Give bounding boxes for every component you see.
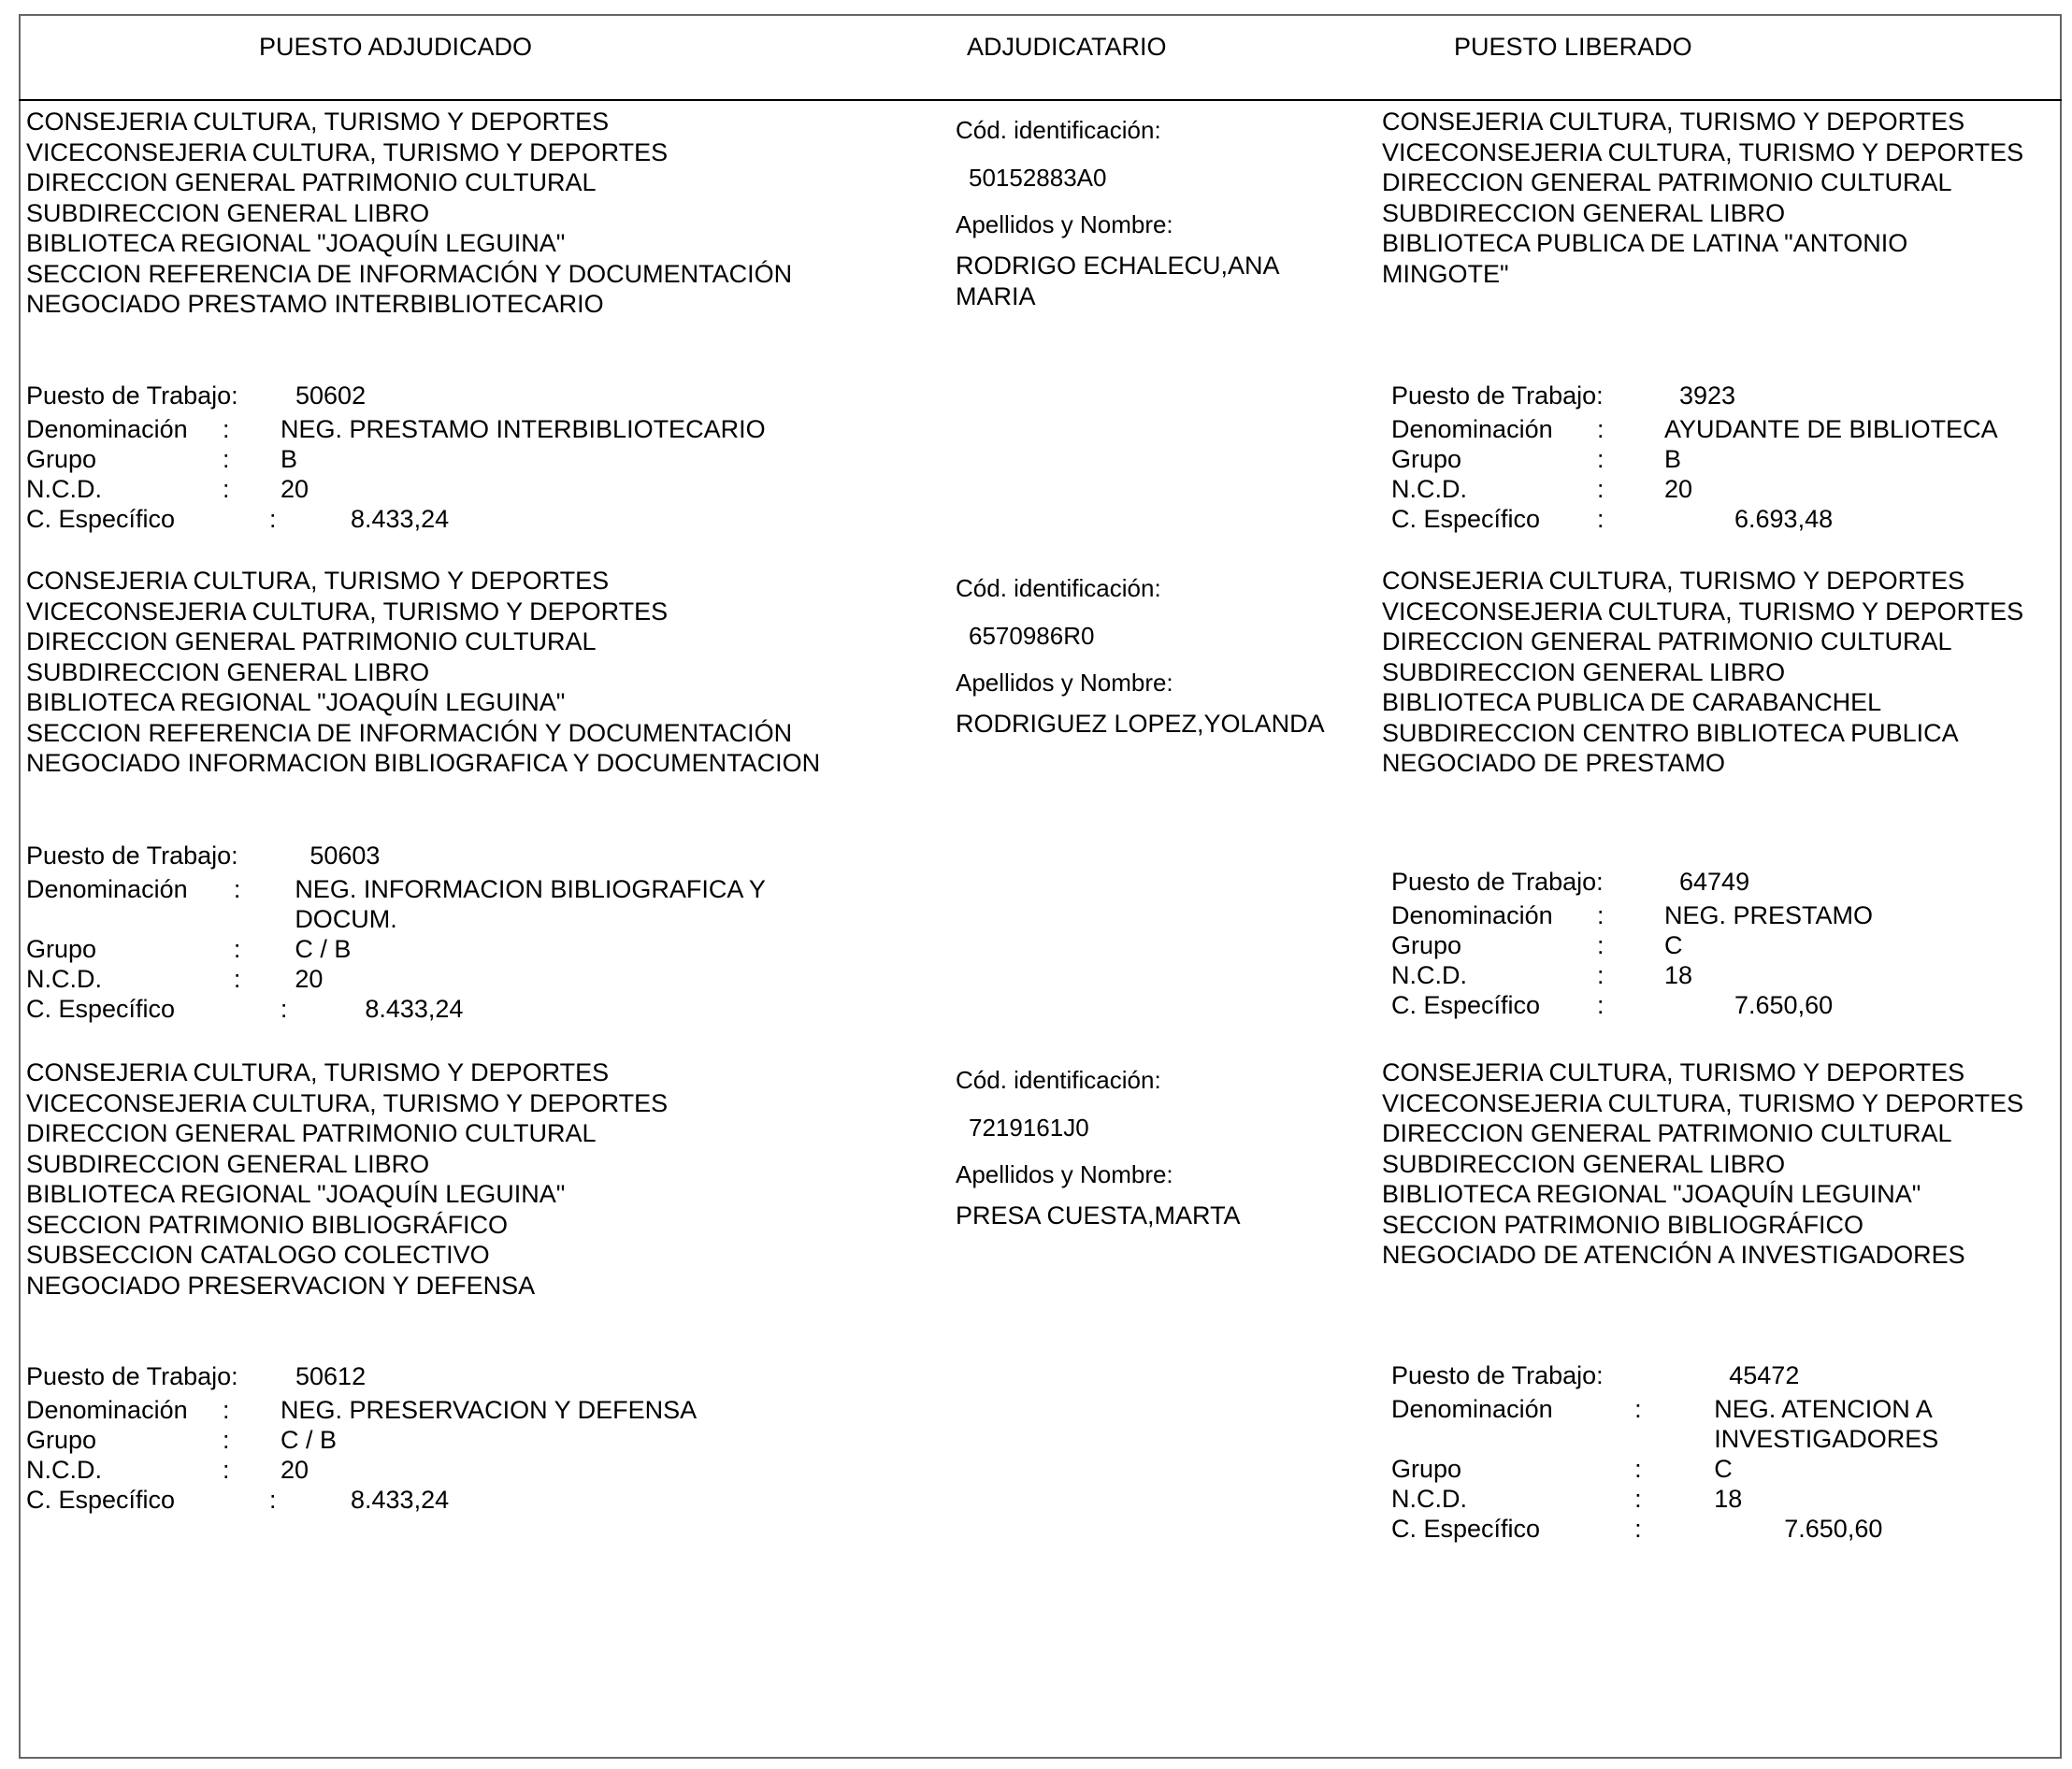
separator: :: [233, 935, 241, 963]
grupo-value: C / B: [281, 1426, 338, 1454]
especifico-label: C. Específico: [1391, 991, 1541, 1019]
org-line: VICECONSEJERIA CULTURA, TURISMO Y DEPORTES: [26, 137, 669, 166]
grupo-label: Grupo: [1391, 931, 1462, 959]
denominacion-value: NEG. PRESTAMO INTERBIBLIOTECARIO: [281, 415, 766, 443]
nombre-label: Apellidos y Nombre:: [956, 1160, 1173, 1188]
ncd-value: 20: [281, 1456, 309, 1484]
nombre-value: PRESA CUESTA,MARTA: [956, 1201, 1241, 1230]
grupo-value: C / B: [295, 935, 352, 963]
nombre-value: RODRIGUEZ LOPEZ,YOLANDA: [956, 710, 1325, 738]
separator: :: [1597, 901, 1604, 929]
cod-label: Cód. identificación:: [956, 1066, 1161, 1094]
nombre-label: Apellidos y Nombre:: [956, 669, 1173, 697]
separator: :: [1634, 1515, 1642, 1543]
ncd-label: N.C.D.: [1391, 1485, 1467, 1513]
puesto-value: 3923: [1679, 381, 1736, 410]
ncd-value: 20: [295, 965, 324, 993]
especifico-value: 7.650,60: [1734, 991, 1834, 1019]
cod-value: 50152883A0: [969, 164, 1107, 192]
especifico-label: C. Específico: [1391, 1515, 1541, 1543]
puesto-value: 50602: [295, 381, 367, 410]
org-line: VICECONSEJERIA CULTURA, TURISMO Y DEPORTES: [1382, 597, 2024, 626]
separator: :: [1597, 991, 1604, 1019]
separator: :: [269, 1486, 277, 1514]
grupo-value: C: [1714, 1455, 1733, 1483]
org-line: CONSEJERIA CULTURA, TURISMO Y DEPORTES: [26, 1058, 610, 1086]
denominacion-label: Denominación: [26, 875, 188, 903]
org-line: BIBLIOTECA PUBLICA DE LATINA "ANTONIO MINGOTE": [1382, 229, 1908, 288]
org-line: SUBDIRECCION CENTRO BIBLIOTECA PUBLICA: [1382, 718, 1959, 747]
header-adjudicatario: ADJUDICATARIO: [967, 33, 1167, 61]
separator: :: [1634, 1485, 1642, 1513]
ncd-label: N.C.D.: [26, 475, 102, 503]
grupo-value: B: [1664, 445, 1682, 473]
ncd-label: N.C.D.: [26, 1456, 102, 1484]
separator: :: [1634, 1455, 1642, 1483]
adjudicatario-2: [956, 573, 1358, 739]
adjudicado-org-2: [26, 566, 942, 779]
liberado-detail-3: [1391, 1360, 2046, 1544]
separator: :: [1597, 505, 1604, 533]
especifico-label: C. Específico: [26, 995, 176, 1023]
header-divider: [19, 99, 2062, 101]
especifico-label: C. Específico: [26, 1486, 176, 1514]
denominacion-label: Denominación: [1391, 1395, 1553, 1423]
org-line: CONSEJERIA CULTURA, TURISMO Y DEPORTES: [26, 567, 610, 595]
org-line: SUBDIRECCION GENERAL LIBRO: [1382, 657, 1786, 686]
liberado-detail-2: [1391, 867, 2046, 1020]
org-line: SUBSECCION CATALOGO COLECTIVO: [26, 1241, 490, 1269]
denominacion-value: NEG. INFORMACION BIBLIOGRAFICA Y DOCUM.: [295, 875, 766, 933]
org-line: BIBLIOTECA REGIONAL "JOAQUÍN LEGUINA": [26, 688, 566, 716]
separator: :: [1634, 1395, 1642, 1423]
grupo-label: Grupo: [26, 445, 97, 473]
separator: :: [1597, 931, 1604, 959]
especifico-value: 8.433,24: [351, 1486, 450, 1514]
denominacion-value: AYUDANTE DE BIBLIOTECA: [1664, 415, 1998, 443]
especifico-value: 8.433,24: [365, 995, 464, 1023]
puesto-value: 50612: [295, 1362, 367, 1390]
separator: :: [223, 1456, 230, 1484]
adjudicado-org-1: [26, 107, 942, 320]
puesto-label: Puesto de Trabajo:: [1391, 868, 1604, 896]
org-line: VICECONSEJERIA CULTURA, TURISMO Y DEPORTES: [1382, 1088, 2024, 1117]
org-line: DIRECCION GENERAL PATRIMONIO CULTURAL: [1382, 627, 1952, 655]
org-line: SECCION REFERENCIA DE INFORMACIÓN Y DOCUMENTACIÓN: [26, 718, 793, 747]
org-line: NEGOCIADO DE ATENCIÓN A INVESTIGADORES: [1382, 1241, 1965, 1269]
denominacion-value: NEG. PRESERVACION Y DEFENSA: [281, 1396, 698, 1424]
separator: :: [1597, 475, 1604, 503]
puesto-label: Puesto de Trabajo:: [1391, 381, 1604, 410]
org-line: DIRECCION GENERAL PATRIMONIO CULTURAL: [26, 168, 597, 196]
ncd-value: 20: [1664, 475, 1693, 503]
cod-value: 6570986R0: [969, 622, 1095, 650]
org-line: SECCION PATRIMONIO BIBLIOGRÁFICO: [26, 1210, 509, 1239]
org-line: SECCION REFERENCIA DE INFORMACIÓN Y DOCUMENTACIÓN: [26, 259, 793, 288]
denominacion-label: Denominación: [26, 1396, 188, 1424]
org-line: SECCION PATRIMONIO BIBLIOGRÁFICO: [1382, 1210, 1864, 1239]
denominacion-value: NEG. PRESTAMO: [1664, 901, 1874, 929]
org-line: DIRECCION GENERAL PATRIMONIO CULTURAL: [26, 1119, 597, 1147]
separator: :: [223, 415, 230, 443]
nombre-label: Apellidos y Nombre:: [956, 210, 1173, 238]
org-line: VICECONSEJERIA CULTURA, TURISMO Y DEPORTES: [1382, 137, 2024, 166]
ncd-label: N.C.D.: [26, 965, 102, 993]
org-line: CONSEJERIA CULTURA, TURISMO Y DEPORTES: [26, 108, 610, 136]
grupo-label: Grupo: [26, 1426, 97, 1454]
grupo-value: B: [281, 445, 298, 473]
liberado-detail-1: [1391, 381, 2046, 534]
adjudicado-detail-3: [26, 1361, 868, 1515]
adjudicado-detail-2: [26, 841, 868, 1024]
puesto-label: Puesto de Trabajo:: [26, 1362, 238, 1390]
org-line: BIBLIOTECA REGIONAL "JOAQUÍN LEGUINA": [26, 1180, 566, 1208]
org-line: DIRECCION GENERAL PATRIMONIO CULTURAL: [26, 627, 597, 655]
org-line: DIRECCION GENERAL PATRIMONIO CULTURAL: [1382, 1119, 1952, 1147]
adjudicado-detail-1: [26, 381, 868, 534]
org-line: CONSEJERIA CULTURA, TURISMO Y DEPORTES: [1382, 108, 1965, 136]
org-line: BIBLIOTECA PUBLICA DE CARABANCHEL: [1382, 688, 1882, 716]
separator: :: [233, 875, 241, 903]
separator: :: [1597, 445, 1604, 473]
separator: :: [1597, 961, 1604, 989]
ncd-label: N.C.D.: [1391, 475, 1467, 503]
grupo-label: Grupo: [26, 935, 97, 963]
ncd-value: 18: [1714, 1485, 1743, 1513]
org-line: SUBDIRECCION GENERAL LIBRO: [26, 1149, 430, 1178]
org-line: BIBLIOTECA REGIONAL "JOAQUÍN LEGUINA": [26, 229, 566, 257]
header-puesto-adjudicado: PUESTO ADJUDICADO: [259, 33, 533, 61]
org-line: VICECONSEJERIA CULTURA, TURISMO Y DEPORTES: [26, 597, 669, 626]
denominacion-label: Denominación: [26, 415, 188, 443]
puesto-label: Puesto de Trabajo:: [26, 381, 238, 410]
header-puesto-liberado: PUESTO LIBERADO: [1454, 33, 1692, 61]
org-line: SUBDIRECCION GENERAL LIBRO: [26, 657, 430, 686]
adjudicatario-3: [956, 1065, 1358, 1230]
especifico-value: 6.693,48: [1734, 505, 1834, 533]
ncd-label: N.C.D.: [1391, 961, 1467, 989]
org-line: CONSEJERIA CULTURA, TURISMO Y DEPORTES: [1382, 1058, 1965, 1086]
separator: :: [223, 1396, 230, 1424]
separator: :: [223, 445, 230, 473]
separator: :: [1597, 415, 1604, 443]
grupo-label: Grupo: [1391, 1455, 1462, 1483]
denominacion-label: Denominación: [1391, 415, 1553, 443]
puesto-value: 50603: [309, 841, 381, 870]
especifico-value: 8.433,24: [351, 505, 450, 533]
org-line: BIBLIOTECA REGIONAL "JOAQUÍN LEGUINA": [1382, 1180, 1921, 1208]
liberado-org-3: [1382, 1057, 2036, 1271]
org-line: SUBDIRECCION GENERAL LIBRO: [26, 198, 430, 227]
denominacion-label: Denominación: [1391, 901, 1553, 929]
puesto-value: 64749: [1679, 868, 1750, 896]
especifico-label: C. Específico: [26, 505, 176, 533]
puesto-label: Puesto de Trabajo:: [1391, 1361, 1604, 1389]
separator: :: [280, 995, 288, 1023]
nombre-value: RODRIGO ECHALECU,ANA MARIA: [956, 252, 1279, 310]
org-line: CONSEJERIA CULTURA, TURISMO Y DEPORTES: [1382, 567, 1965, 595]
org-line: NEGOCIADO PRESTAMO INTERBIBLIOTECARIO: [26, 290, 604, 318]
cod-value: 7219161J0: [969, 1114, 1089, 1142]
especifico-value: 7.650,60: [1784, 1515, 1883, 1543]
denominacion-value: NEG. ATENCION A INVESTIGADORES: [1714, 1395, 1939, 1453]
separator: :: [233, 965, 241, 993]
cod-label: Cód. identificación:: [956, 574, 1161, 602]
especifico-label: C. Específico: [1391, 505, 1541, 533]
ncd-value: 20: [281, 475, 309, 503]
org-line: SUBDIRECCION GENERAL LIBRO: [1382, 1149, 1786, 1178]
grupo-value: C: [1664, 931, 1683, 959]
separator: :: [269, 505, 277, 533]
ncd-value: 18: [1664, 961, 1693, 989]
adjudicatario-1: [956, 115, 1339, 312]
liberado-org-1: [1382, 107, 2027, 289]
puesto-value: 45472: [1729, 1361, 1800, 1389]
adjudicado-org-3: [26, 1057, 942, 1301]
cod-label: Cód. identificación:: [956, 116, 1161, 144]
org-line: NEGOCIADO INFORMACION BIBLIOGRAFICA Y DOCUMENTACION: [26, 749, 821, 777]
liberado-org-2: [1382, 566, 2036, 779]
org-line: SUBDIRECCION GENERAL LIBRO: [1382, 198, 1786, 227]
grupo-label: Grupo: [1391, 445, 1462, 473]
org-line: NEGOCIADO DE PRESTAMO: [1382, 749, 1726, 777]
separator: :: [223, 475, 230, 503]
separator: :: [223, 1426, 230, 1454]
org-line: DIRECCION GENERAL PATRIMONIO CULTURAL: [1382, 168, 1952, 196]
puesto-label: Puesto de Trabajo:: [26, 841, 238, 870]
org-line: VICECONSEJERIA CULTURA, TURISMO Y DEPORTES: [26, 1088, 669, 1117]
org-line: NEGOCIADO PRESERVACION Y DEFENSA: [26, 1271, 536, 1300]
